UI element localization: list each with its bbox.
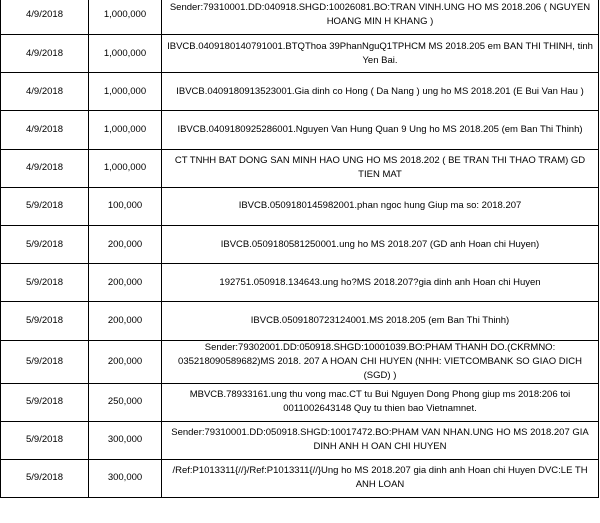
date-cell: 5/9/2018 [1,421,89,459]
amount-cell: 200,000 [89,340,162,383]
amount-cell: 200,000 [89,302,162,340]
description-cell: Sender:79310001.DD:050918.SHGD:10017472.BO:PHAM VAN NHAN.UNG HO MS 2018.207 GIA DINH ANH H OAN CHI HUYEN [162,421,599,459]
amount-cell: 200,000 [89,225,162,263]
amount-cell: 300,000 [89,421,162,459]
date-cell: 5/9/2018 [1,187,89,225]
amount-cell: 200,000 [89,264,162,302]
date-cell: 4/9/2018 [1,111,89,149]
date-cell: 5/9/2018 [1,340,89,383]
description-cell: IBVCB.0409180925286001.Nguyen Van Hung Quan 9 Ung ho MS 2018.205 (em Ban Thi Thinh) [162,111,599,149]
description-cell: IBVCB.0409180913523001.Gia dinh co Hong ( Da Nang ) ung ho MS 2018.201 (E Bui Van Hau ) [162,73,599,111]
table-row [1,421,599,459]
table-row [1,111,599,149]
description-cell: IBVCB.0509180145982001.phan ngoc hung Giup ma so: 2018.207 [162,187,599,225]
description-cell: Sender:79310001.DD:040918.SHGD:10026081.BO:TRAN VINH.UNG HO MS 2018.206 ( NGUYEN HOANG MIN H KHANG ) [162,0,599,35]
table-row [1,0,599,35]
date-cell: 5/9/2018 [1,225,89,263]
table-row [1,383,599,421]
description-cell: IBVCB.0509180581250001.ung ho MS 2018.207 (GD anh Hoan chi Huyen) [162,225,599,263]
amount-cell: 100,000 [89,187,162,225]
table-row [1,225,599,263]
table-row [1,73,599,111]
table-row [1,187,599,225]
description-cell: MBVCB.78933161.ung thu vong mac.CT tu Bui Nguyen Dong Phong giup ms 2018:206 toi 0011002643148 Quy tu thien bao Vietnamnet. [162,383,599,421]
table-row [1,459,599,497]
amount-cell: 1,000,000 [89,149,162,187]
description-cell: 192751.050918.134643.ung ho?MS 2018.207?gia dinh anh Hoan chi Huyen [162,264,599,302]
description-cell: CT TNHH BAT DONG SAN MINH HAO UNG HO MS 2018.202 ( BE TRAN THI THAO TRAM) GD TIEN MAT [162,149,599,187]
description-cell: Sender:79302001.DD:050918.SHGD:10001039.BO:PHAM THANH DO.(CKRMNO: 035218090589682)MS 2018. 207 A HOAN CHI HUYEN (NHH: VIETCOMBANK SO GIAO DICH (SGD) ) [162,340,599,383]
date-cell: 4/9/2018 [1,0,89,35]
description-cell: /Ref:P1013311{//}/Ref:P1013311{//}Ung ho MS 2018.207 gia dinh anh Hoan chi Huyen DVC:LE TH ANH LOAN [162,459,599,497]
table-row [1,149,599,187]
amount-cell: 1,000,000 [89,73,162,111]
date-cell: 5/9/2018 [1,302,89,340]
table-row [1,302,599,340]
table-row [1,340,599,383]
amount-cell: 1,000,000 [89,0,162,35]
table-row [1,264,599,302]
date-cell: 4/9/2018 [1,35,89,73]
amount-cell: 1,000,000 [89,111,162,149]
amount-cell: 250,000 [89,383,162,421]
date-cell: 5/9/2018 [1,264,89,302]
description-cell: IBVCB.0409180140791001.BTQThoa 39PhanNguQ1TPHCM MS 2018.205 em BAN THI THINH, tinh Yen Bai. [162,35,599,73]
table-row [1,35,599,73]
date-cell: 5/9/2018 [1,383,89,421]
amount-cell: 1,000,000 [89,35,162,73]
amount-cell: 300,000 [89,459,162,497]
description-cell: IBVCB.0509180723124001.MS 2018.205 (em Ban Thi Thinh) [162,302,599,340]
date-cell: 5/9/2018 [1,459,89,497]
date-cell: 4/9/2018 [1,149,89,187]
date-cell: 4/9/2018 [1,73,89,111]
